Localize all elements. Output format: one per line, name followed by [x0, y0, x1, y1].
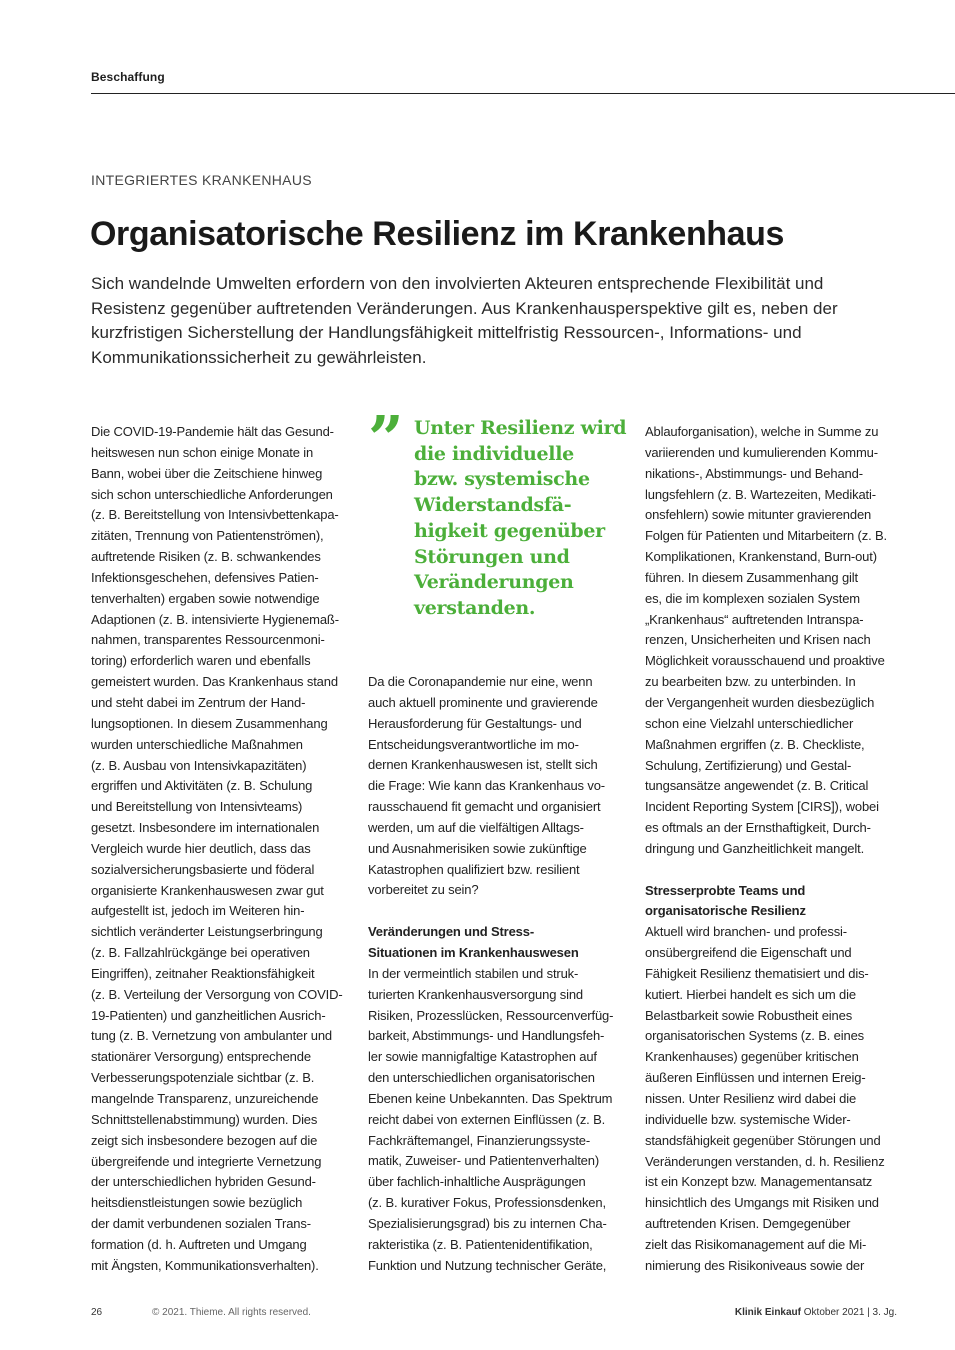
issue-info: Oktober 2021 | 3. Jg. — [803, 1307, 897, 1318]
body-text-line: „Krankenhaus“ auftretenden Intranspa- — [645, 611, 864, 627]
body-text-line: mit Ängsten, Kommunikationsverhalten). — [91, 1257, 319, 1273]
section-heading-line: Veränderungen und Stress- — [368, 924, 535, 940]
body-text-line: hinsichtlich des Umgangs mit Risiken und — [645, 1195, 879, 1211]
body-text-line: Fähigkeit Resilienz thematisiert und dis- — [645, 965, 869, 981]
body-text-line: Die COVID-19-Pandemie hält das Gesund- — [91, 424, 334, 439]
body-text-line: auftretenden Krisen. Demgegenüber — [645, 1216, 851, 1232]
body-text-line: renzen, Unsicherheiten und Krisen nach — [645, 632, 871, 648]
body-text-line: Entscheidungsverantwortliche im mo- — [368, 736, 579, 752]
body-text-line: nissen. Unter Resilienz wird dabei die — [645, 1091, 857, 1106]
body-text-line: formation (d. h. Auftreten und Umgang — [91, 1236, 307, 1252]
body-text-line: variierenden und kumulierenden Kommu- — [645, 444, 878, 460]
journal-info — [735, 1307, 897, 1318]
body-text-line: zeigt sich insbesondere bezogen auf die — [91, 1132, 318, 1148]
section-heading-line: Situationen im Krankenhauswesen — [368, 944, 579, 960]
body-text-line: In der vermeintlich stabilen und struk- — [368, 965, 579, 981]
body-text-line: Vergleich wurde hier deutlich, dass das — [91, 840, 311, 856]
body-text-line: sich schon unterschiedliche Anforderungen — [91, 486, 333, 502]
body-text-line: und Ausnahmerisiken sowie zukünftige — [368, 840, 587, 856]
body-text-line: Eingriffen), zeitnaher Reaktionsfähigkeit — [91, 965, 315, 981]
body-text-line: Katastrophen qualifiziert bzw. resilient — [368, 861, 580, 877]
body-text-line: Komplikationen, Krankenstand, Burn-out) — [645, 549, 877, 565]
body-text-line: tungsansätze angewendet (z. B. Critical — [645, 778, 869, 794]
body-text-line: barkeit, Abstimmungs- und Handlungsfeh- — [368, 1028, 605, 1044]
body-text-line: (z. B. Verteilung der Versorgung von COVID- — [91, 986, 343, 1002]
section-heading-line: Stresserprobte Teams und — [645, 882, 806, 898]
body-text-line: es oftmals an der Ernsthaftigkeit, Durch- — [645, 820, 871, 836]
body-text-line: individuelle bzw. systemische Wider- — [645, 1111, 851, 1127]
body-text-line: Infektionsgeschehen, defensives Patien- — [91, 569, 319, 585]
article-lead — [91, 272, 871, 370]
body-text-line: ler sowie mannigfaltige Katastrophen auf — [368, 1049, 597, 1065]
journal-name: Klinik Einkauf — [734, 1307, 801, 1318]
body-text-line: tenverhalten) ergaben sowie notwendige — [91, 590, 320, 606]
pull-quote-line: Unter Resilienz wird — [414, 417, 627, 439]
pull-quote-line: Störungen und — [414, 545, 570, 568]
body-text-line: turierten Krankenhausversorgung sind — [368, 986, 584, 1002]
body-text-line: es, die im komplexen sozialen System — [645, 590, 860, 606]
column-3 — [645, 422, 899, 1277]
body-text-line: dringung und Ganzheitlichkeit mangelt. — [645, 840, 865, 856]
body-text-line: 19-Patienten) und ganzheitlichen Ausrich- — [91, 1007, 326, 1023]
body-text-line: onsfehlern) sowie mitunter gravierenden — [645, 507, 872, 523]
body-text-line: gemeistert wurden. Das Krankenhaus stand — [91, 674, 338, 690]
copyright-notice: © 2021. Thieme. All rights reserved. — [152, 1307, 311, 1318]
section-heading-line: organisatorische Resilienz — [645, 903, 806, 919]
body-text-line: auftretende Risiken (z. B. schwankendes — [91, 549, 321, 565]
body-text-line: Spezialisierungsgrad) bis zu internen Cha- — [368, 1215, 607, 1231]
body-text-line: der unterschiedlichen hybriden Gesund- — [91, 1174, 316, 1190]
body-text-line: nikations-, Abstimmungs- und Behand- — [645, 465, 863, 481]
body-text-line: onsübergreifend die Eigenschaft und — [645, 945, 852, 961]
article-title: Organisatorische Resilienz im Krankenhaus — [90, 215, 785, 253]
body-text-line: (z. B. Bereitstellung von Intensivbettenkapa- — [91, 507, 339, 523]
body-text-line: ist ein Konzept bzw. Managementansatz — [645, 1174, 873, 1190]
body-text-line: gesetzt. Insbesondere im internationalen — [91, 820, 320, 836]
body-text-line: Schulung, Zertifizierung) und Gestal- — [645, 757, 852, 773]
column-1 — [91, 422, 343, 1277]
body-text-line: Risiken, Prozesslücken, Ressourcenverfüg- — [368, 1007, 614, 1023]
body-text-line: Belastbarkeit sowie Robustheit eines — [645, 1007, 853, 1023]
body-text-line: Aktuell wird branchen- und professi- — [645, 924, 847, 940]
body-text-line: aufgestellt ist, jedoch im Weiteren hin- — [91, 903, 305, 919]
lead-line: Kommunikationssicherheit zu gewährleisten. — [91, 347, 427, 367]
column-2 — [368, 672, 622, 1276]
body-text-line: dernen Krankenhauswesen ist, stellt sich — [368, 757, 598, 773]
body-text-line: zielt das Risikomanagement auf die Mi- — [645, 1236, 867, 1252]
body-text-line: (z. B. kurativer Fokus, Professionsdenken, — [368, 1195, 606, 1211]
body-text-line: führen. In diesem Zusammenhang gilt — [645, 569, 858, 585]
body-text-line: Folgen für Patienten und Mitarbeitern (z. B. — [645, 528, 887, 544]
body-text-line: der damit verbundenen sozialen Trans- — [91, 1216, 311, 1232]
pull-quote-line: Veränderungen — [414, 571, 574, 594]
body-text-line: organisierte Krankenhauswesen zwar gut — [91, 882, 324, 898]
body-text-line: Ablauforganisation), welche in Summe zu — [645, 424, 879, 439]
body-text-line: tung (z. B. Vernetzung von ambulanter und — [91, 1028, 333, 1044]
page-number: 26 — [91, 1307, 103, 1318]
pull-quote-line: die individuelle — [414, 442, 574, 465]
body-text-line: heitswesen nun schon einige Monate in — [91, 444, 314, 460]
body-text-line: auch aktuell prominente und gravierende — [368, 694, 598, 710]
body-text-line: nahmen, transparentes Ressourcenmoni- — [91, 632, 325, 648]
body-text-line: (z. B. Fallzahlrückgänge bei operativen — [91, 945, 310, 961]
body-text-line: Maßnahmen ergriffen (z. B. Checkliste, — [645, 736, 865, 752]
body-text-line: übergreifende und integrierte Vernetzung — [91, 1153, 322, 1169]
body-text-line: toring) erforderlich waren und ebenfalls — [91, 653, 311, 669]
body-text-line: Herausforderung für Gestaltungs- und — [368, 715, 582, 731]
body-text-line: lungsfehlern (z. B. Wartezeiten, Medikati- — [645, 486, 876, 502]
body-text-line: Fachkräftemangel, Finanzierungssyste- — [368, 1132, 591, 1148]
body-text-line: Da die Coronapandemie nur eine, wenn — [368, 674, 593, 689]
body-text-line: ergriffen und Aktivitäten (z. B. Schulung — [91, 778, 313, 794]
body-text-line: über fachlich-inhaltliche Ausprägungen — [368, 1174, 586, 1190]
pull-quote-line: higkeit gegenüber — [414, 519, 605, 542]
body-text-line: mangelnde Transparenz, unzureichende — [91, 1091, 319, 1106]
body-text-line: wurden unterschiedliche Maßnahmen — [91, 736, 303, 752]
header-rule — [91, 93, 955, 94]
pull-quote-text — [414, 416, 626, 622]
body-text-line: Ebenen keine Unbekannten. Das Spektrum — [368, 1090, 613, 1106]
body-text-line: und steht dabei im Zentrum der Hand- — [91, 694, 306, 710]
lead-line: kurzfristigen Sicherstellung der Handlungsfähigkeit mittelfristig Ressourcen-, Informations- und — [91, 323, 802, 342]
paragraph-gap — [368, 901, 622, 922]
body-text-line: Veränderungen verstanden, d. h. Resilienz — [645, 1153, 885, 1169]
body-text-line: Schnittstellenabstimmung) wurden. Dies — [91, 1111, 318, 1127]
body-text-line: schon eine Vielzahl unterschiedlicher — [645, 715, 854, 731]
body-text-line: vorbereitet zu sein? — [368, 882, 479, 898]
body-text-line: sozialversicherungsbasierte und föderal — [91, 861, 315, 877]
body-text-line: zitäten, Trennung von Patientenströmen), — [91, 528, 324, 544]
pull-quote-line: bzw. systemische — [414, 468, 590, 491]
pull-quote-line: verstanden. — [414, 596, 536, 619]
paragraph-gap — [645, 860, 899, 881]
body-text-line: stationärer Versorgung) entsprechende — [91, 1049, 311, 1065]
body-text-line: matik, Zuweiser- und Patientenverhalten) — [368, 1153, 600, 1169]
body-text-line: rausschauend fit gemacht und organisiert — [368, 799, 601, 815]
body-text-line: standsfähigkeit gegenüber Störungen und — [645, 1132, 881, 1148]
lead-line: Sich wandelnde Umwelten erfordern von den involvierten Akteuren entsprechende Flexibilität und — [91, 274, 824, 293]
body-text-line: zu bearbeiten bzw. zu unterbinden. In — [645, 674, 856, 690]
body-text-line: und Bereitstellung von Intensivteams) — [91, 799, 303, 815]
body-text-line: rakteristika (z. B. Patientenidentifikation, — [368, 1236, 593, 1252]
pull-quote-line: Widerstandsfä- — [414, 494, 572, 517]
body-text-line: reicht dabei von externen Einflüssen (z. B. — [368, 1111, 606, 1127]
body-text-line: Möglichkeit vorausschauend und proaktive — [645, 653, 885, 669]
body-text-line: werden, um auf die vielfältigen Alltags- — [368, 819, 584, 835]
body-text-line: äußeren Einflüssen und internen Ereig- — [645, 1070, 866, 1086]
article-kicker: INTEGRIERTES KRANKENHAUS — [91, 172, 312, 188]
lead-line: Resistenz gegenüber auftretenden Veränderungen. Aus Krankenhausperspektive gilt es, neben der — [91, 298, 838, 318]
body-text-line: Adaptionen (z. B. intensivierte Hygienemaß- — [91, 611, 339, 627]
body-text-line: den unterschiedlichen organisatorischen — [368, 1070, 595, 1086]
body-text-line: Incident Reporting System [CIRS]), wobei — [645, 799, 879, 815]
body-text-line: Funktion und Nutzung technischer Geräte, — [368, 1257, 607, 1273]
body-text-line: Krankenhauses) gegenüber kritischen — [645, 1049, 859, 1065]
section-label: Beschaffung — [91, 70, 165, 84]
body-text-line: organisatorischen Systems (z. B. eines — [645, 1028, 865, 1044]
body-text-line: kutiert. Hierbei handelt es sich um die — [645, 986, 856, 1002]
body-text-line: (z. B. Ausbau von Intensivkapazitäten) — [91, 757, 307, 773]
body-text-line: heitsdienstleistungen sowie bezüglich — [91, 1195, 303, 1211]
body-text-line: die Frage: Wie kann das Krankenhaus vo- — [368, 778, 605, 794]
body-text-line: lungsoptionen. In diesem Zusammenhang — [91, 715, 328, 731]
body-text-line: der Vergangenheit wurden diesbezüglich — [645, 694, 875, 710]
quote-mark-icon: ” — [368, 402, 404, 475]
body-text-line: nimierung des Risikoniveaus sowie der — [645, 1257, 865, 1273]
body-text-line: sichtlich veränderter Leistungserbringung — [91, 924, 323, 940]
body-text-line: Bann, wobei über die Zeitschiene hinweg — [91, 465, 323, 481]
body-text-line: Verbesserungspotenziale sichtbar (z. B. — [91, 1070, 315, 1086]
